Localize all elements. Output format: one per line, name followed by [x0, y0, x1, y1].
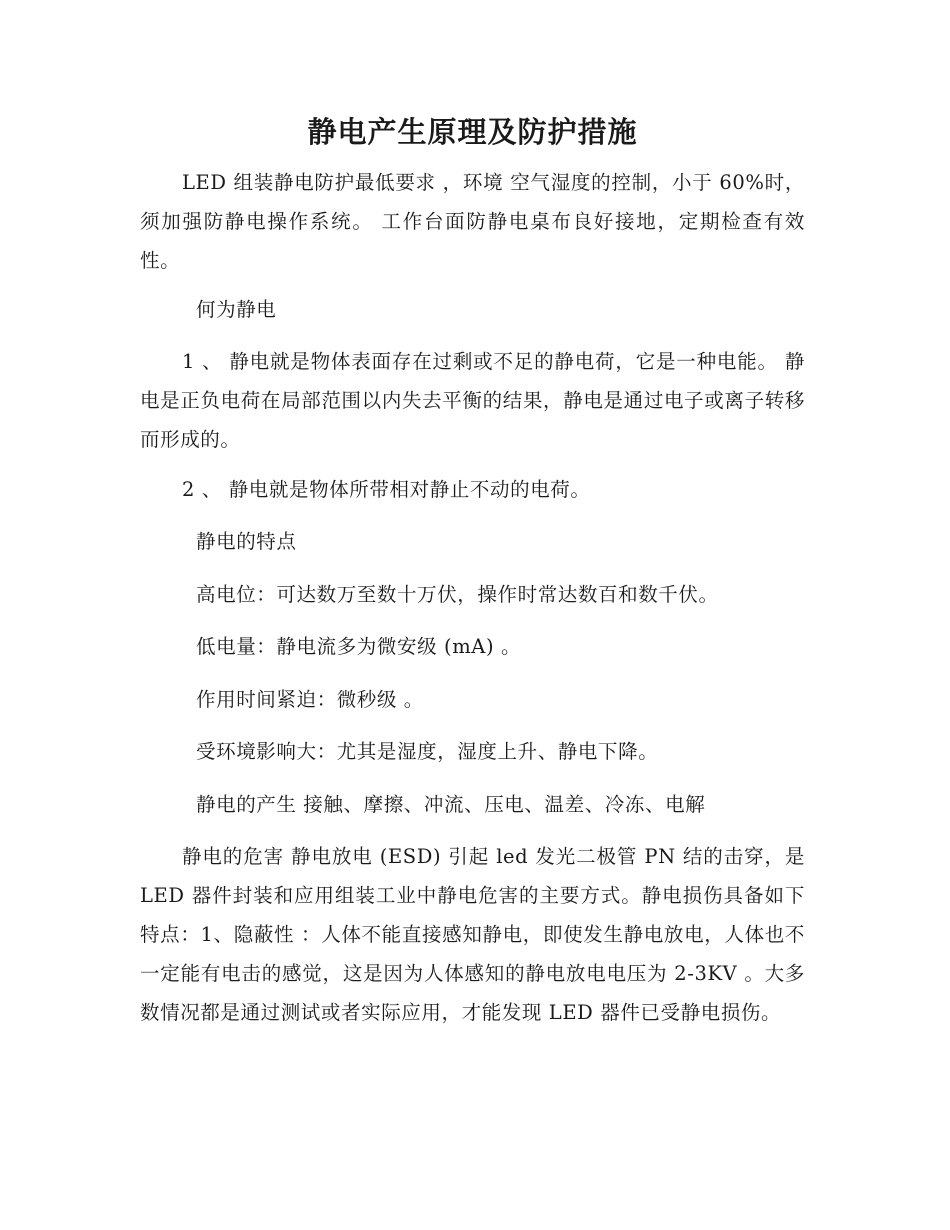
section-heading-what-is-static: 何为静电 [196, 298, 277, 321]
intro-paragraph: LED 组装静电防护最低要求 ，环境 空气湿度的控制，小于 60%时，须加强防静电操作系统。 工作台面防静电桌布良好接地，定期检查有效性。 [140, 171, 805, 272]
point-2-paragraph: 2 、 静电就是物体所带相对静止不动的电荷。 [182, 478, 591, 501]
feature-environment: 受环境影响大：尤其是湿度，湿度上升、静电下降。 [196, 740, 659, 763]
feature-low-charge: 低电量：静电流多为微安级 (mA) 。 [196, 635, 522, 658]
feature-short-time: 作用时间紧迫：微秒级 。 [196, 688, 424, 711]
document-title: 静电产生原理及防护措施 [307, 115, 638, 149]
point-1-paragraph: 1 、 静电就是物体表面存在过剩或不足的静电荷，它是一种电能。 静电是正负电荷在局部范围以内失去平衡的结果，静电是通过电子或离子转移而形成的。 [140, 350, 805, 451]
feature-high-potential: 高电位：可达数万至数十万伏，操作时常达数百和数千伏。 [196, 583, 719, 606]
static-hazards-paragraph: 静电的危害 静电放电 (ESD) 引起 led 发光二极管 PN 结的击穿，是 LED 器件封装和应用组装工业中静电危害的主要方式。静电损伤具备如下特点：1、隐蔽性 ：人体不能直接感知静电，即使发生静电放电，人体也不一定能有电击的感觉，这是因为人体感知的静电放电电压为 2-3KV 。大多数情况都是通过测试或者实际应用，才能发现 LED 器件已受静电损伤。 [140, 845, 805, 1024]
section-heading-features: 静电的特点 [196, 530, 297, 553]
static-generation-line: 静电的产生 接触、摩擦、冲流、压电、温差、冷冻、电解 [196, 793, 706, 816]
